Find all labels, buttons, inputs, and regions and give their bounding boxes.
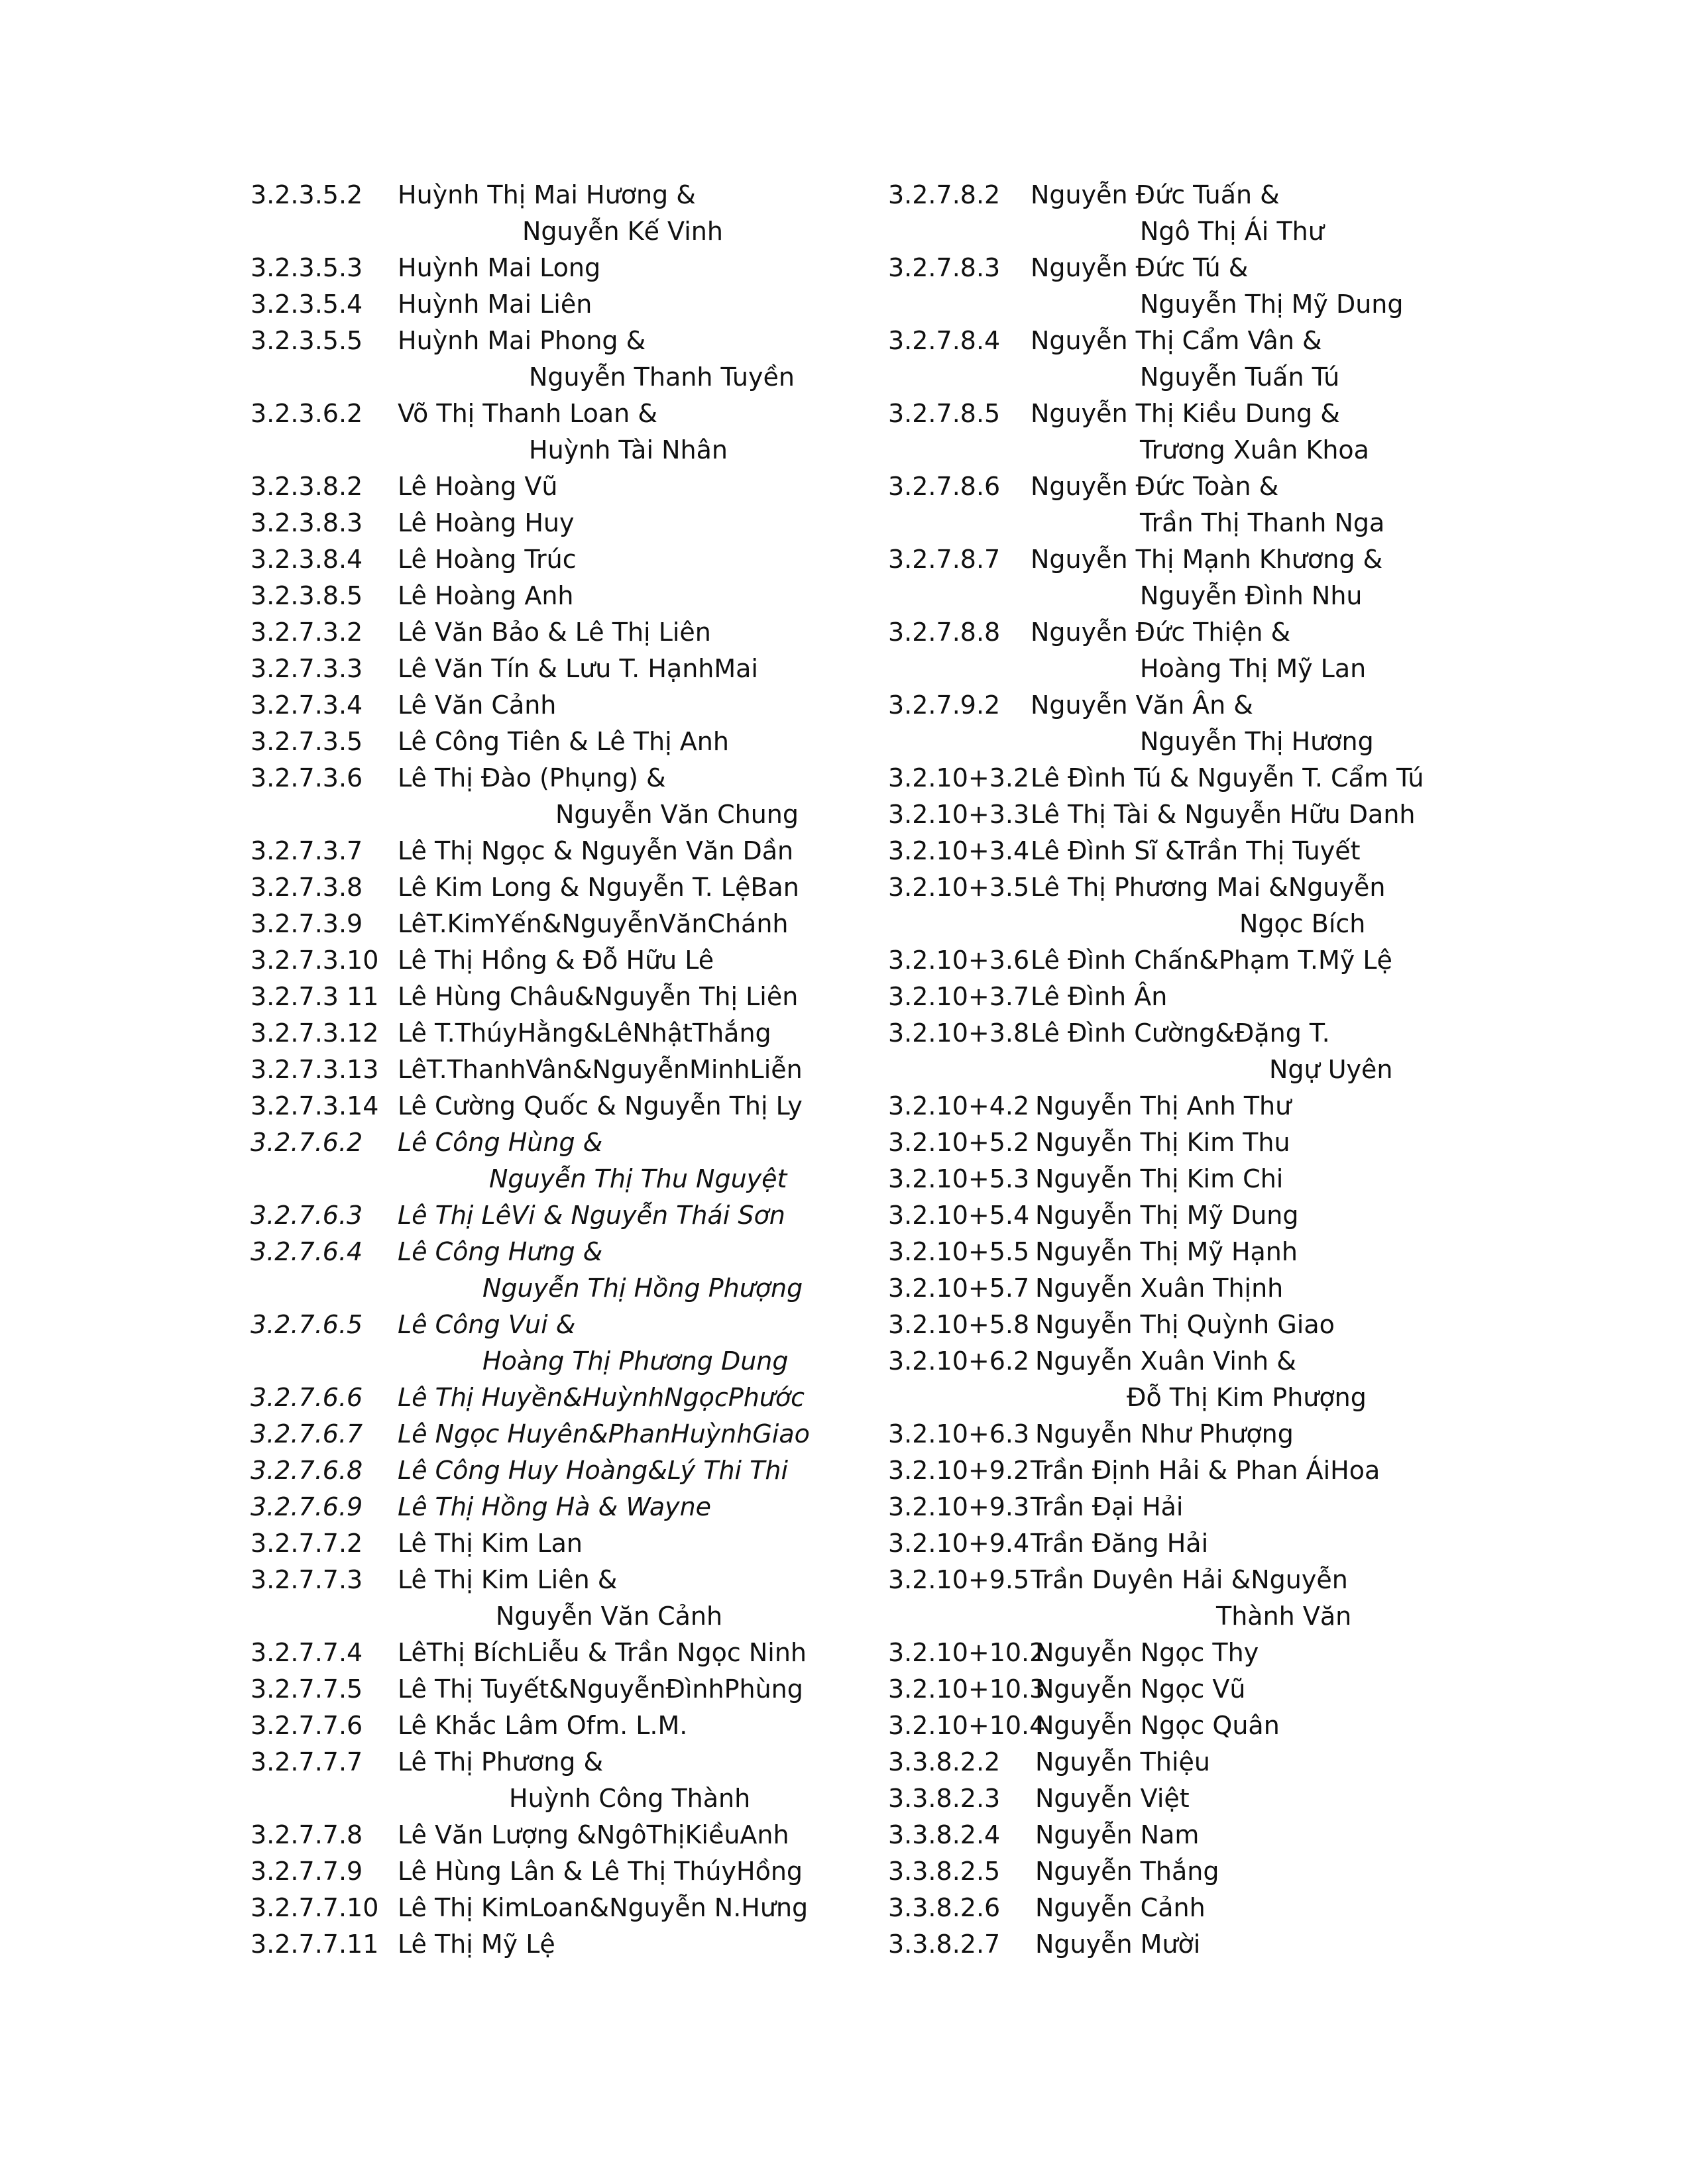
entry-number: 3.2.10+4.2: [888, 1091, 1030, 1120]
entry-number: 3.2.7.6.4: [251, 1237, 363, 1266]
entry-name: Huỳnh Mai Liên: [398, 290, 592, 319]
entry-name: Nguyễn Thị Mạnh Khương &: [1031, 545, 1383, 574]
entry-number: 3.2.10+10.4: [888, 1711, 1046, 1740]
entry-name: Lê Thị Mỹ Lệ: [398, 1930, 555, 1959]
list-item: [888, 1565, 1650, 1638]
list-item: [251, 1747, 847, 1820]
entry-number: 3.2.10+3.6: [888, 946, 1030, 975]
entry-number: 3.2.10+9.2: [888, 1456, 1030, 1485]
entry-spouse: Nguyễn Đình Nhu: [1140, 581, 1363, 610]
entry-name: Nguyễn Thị Cẩm Vân &: [1031, 326, 1322, 355]
entry-number: 3.2.10+5.3: [888, 1164, 1030, 1193]
entry-number: 3.2.10+10.2: [888, 1638, 1046, 1667]
list-item: [251, 618, 847, 654]
list-item: [251, 545, 847, 581]
entry-number: 3.2.7.7.2: [251, 1529, 363, 1558]
entry-name: Lê Thị Hồng Hà & Wayne: [398, 1492, 712, 1521]
entry-number: 3.2.7.3.2: [251, 618, 363, 647]
list-item: [888, 1747, 1650, 1784]
entry-number: 3.2.7.6.9: [251, 1492, 363, 1521]
list-item: [888, 873, 1650, 946]
entry-number: 3.2.7.3.13: [251, 1055, 379, 1084]
list-item: [251, 1237, 847, 1310]
list-item: [888, 1893, 1650, 1930]
list-item: [251, 763, 847, 836]
entry-name: Nguyễn Đức Thiện &: [1031, 618, 1291, 647]
list-item: [251, 1857, 847, 1893]
entry-name: Nguyễn Đức Tú &: [1031, 253, 1249, 282]
list-item: [888, 1638, 1650, 1674]
entry-number: 3.3.8.2.7: [888, 1930, 1001, 1959]
entry-name: Lê Đình Chấn&Phạm T.Mỹ Lệ: [1031, 946, 1392, 975]
left-column: [251, 180, 847, 1966]
entry-number: 3.2.10+3.4: [888, 836, 1030, 865]
entry-name: Nguyễn Việt: [1035, 1784, 1190, 1813]
entry-number: 3.2.3.8.2: [251, 472, 363, 501]
entry-name: Lê Văn Tín & Lưu T. HạnhMai: [398, 654, 758, 683]
list-item: [251, 1419, 847, 1456]
entry-number: 3.2.7.3.14: [251, 1091, 379, 1120]
list-item: [888, 1091, 1650, 1128]
entry-number: 3.2.7.8.5: [888, 399, 1001, 428]
entry-name: Nguyễn Thị Mỹ Dung: [1035, 1201, 1299, 1230]
entry-spouse: Nguyễn Văn Chung: [555, 800, 799, 829]
entry-number: 3.2.7.7.5: [251, 1674, 363, 1704]
list-item: [888, 1930, 1650, 1966]
entry-number: 3.2.10+3.5: [888, 873, 1030, 902]
entry-spouse: Nguyễn Kế Vinh: [522, 217, 723, 246]
list-item: [888, 800, 1650, 836]
list-item: [251, 1128, 847, 1201]
entry-name: Lê Cường Quốc & Nguyễn Thị Ly: [398, 1091, 803, 1120]
entry-spouse: Nguyễn Văn Cảnh: [496, 1602, 723, 1631]
entry-name: Lê Thị LêVi & Nguyễn Thái Sơn: [398, 1201, 785, 1230]
entry-number: 3.2.10+10.3: [888, 1674, 1046, 1704]
list-item: [251, 1529, 847, 1565]
list-item: [888, 1274, 1650, 1310]
entry-spouse: Nguyễn Thanh Tuyền: [529, 362, 795, 392]
list-item: [251, 1565, 847, 1638]
entry-number: 3.2.7.3.9: [251, 909, 363, 938]
entry-name: Nguyễn Như Phượng: [1035, 1419, 1294, 1448]
entry-number: 3.2.10+3.3: [888, 800, 1030, 829]
entry-number: 3.2.10+5.5: [888, 1237, 1030, 1266]
entry-spouse: Ngô Thị Ái Thư: [1140, 217, 1324, 246]
entry-number: 3.2.7.7.7: [251, 1747, 363, 1776]
entry-name: Lê Đình Ân: [1031, 982, 1168, 1011]
entry-number: 3.2.10+9.4: [888, 1529, 1030, 1558]
list-item: [888, 690, 1650, 763]
list-item: [888, 836, 1650, 873]
entry-spouse: Huỳnh Công Thành: [509, 1784, 751, 1813]
entry-spouse: Huỳnh Tài Nhân: [529, 435, 728, 464]
entry-name: Lê Công Hưng &: [398, 1237, 603, 1266]
entry-name: Lê Văn Bảo & Lê Thị Liên: [398, 618, 711, 647]
entry-spouse: Nguyễn Thị Hương: [1140, 727, 1374, 756]
list-item: [888, 1128, 1650, 1164]
entry-number: 3.2.7.6.5: [251, 1310, 363, 1339]
list-item: [888, 1419, 1650, 1456]
list-item: [251, 909, 847, 946]
list-item: [251, 1310, 847, 1383]
entry-spouse: Nguyễn Thị Thu Nguyệt: [489, 1164, 787, 1193]
entry-number: 3.2.10+3.8: [888, 1018, 1030, 1048]
entry-number: 3.2.7.7.11: [251, 1930, 379, 1959]
entry-number: 3.2.7.3.8: [251, 873, 363, 902]
list-item: [888, 1529, 1650, 1565]
entry-name: Lê Thị Hồng & Đỗ Hữu Lê: [398, 946, 714, 975]
list-item: [888, 946, 1650, 982]
entry-name: Lê Đình Tú & Nguyễn T. Cẩm Tú: [1031, 763, 1424, 792]
list-item: [251, 399, 847, 472]
list-item: [251, 982, 847, 1018]
list-item: [888, 982, 1650, 1018]
entry-name: Nguyễn Xuân Vinh &: [1035, 1346, 1296, 1376]
list-item: [251, 1820, 847, 1857]
entry-number: 3.2.7.3.12: [251, 1018, 379, 1048]
entry-number: 3.2.7.8.2: [888, 180, 1001, 209]
list-item: [888, 618, 1650, 690]
entry-number: 3.2.7.7.9: [251, 1857, 363, 1886]
entry-number: 3.2.7.3.6: [251, 763, 363, 792]
list-item: [251, 690, 847, 727]
entry-name: Lê Thị Tài & Nguyễn Hữu Danh: [1031, 800, 1416, 829]
entry-number: 3.2.7.7.4: [251, 1638, 363, 1667]
entry-number: 3.2.3.5.4: [251, 290, 363, 319]
entry-name: Nguyễn Thiệu: [1035, 1747, 1210, 1776]
list-item: [888, 326, 1650, 399]
list-item: [251, 1055, 847, 1091]
entry-number: 3.2.7.8.4: [888, 326, 1001, 355]
entry-name: Lê T.ThúyHằng&LêNhậtThắng: [398, 1018, 771, 1048]
list-item: [251, 1711, 847, 1747]
entry-name: Lê Thị Huyền&HuỳnhNgọcPhước: [398, 1383, 805, 1412]
entry-name: Nguyễn Ngọc Thy: [1035, 1638, 1259, 1667]
list-item: [251, 946, 847, 982]
entry-spouse: Trương Xuân Khoa: [1140, 435, 1369, 464]
entry-number: 3.2.7.7.3: [251, 1565, 363, 1594]
list-item: [251, 1638, 847, 1674]
entry-spouse: Thành Văn: [1216, 1602, 1352, 1631]
list-item: [888, 1456, 1650, 1492]
entry-name: Lê Công Tiên & Lê Thị Anh: [398, 727, 729, 756]
entry-number: 3.2.10+5.4: [888, 1201, 1030, 1230]
list-item: [251, 727, 847, 763]
entry-spouse: Nguyễn Thị Mỹ Dung: [1140, 290, 1404, 319]
entry-number: 3.2.7.7.6: [251, 1711, 363, 1740]
entry-name: Nguyễn Thị Kim Chi: [1035, 1164, 1284, 1193]
entry-number: 3.2.7.3.10: [251, 946, 379, 975]
list-item: [888, 1674, 1650, 1711]
entry-name: Nguyễn Thị Quỳnh Giao: [1035, 1310, 1335, 1339]
entry-name: Nguyễn Ngọc Quân: [1035, 1711, 1280, 1740]
entry-name: Lê Thị Phương Mai &Nguyễn: [1031, 873, 1386, 902]
list-item: [251, 654, 847, 690]
list-item: [888, 1346, 1650, 1419]
entry-name: Lê Thị KimLoan&Nguyễn N.Hưng: [398, 1893, 809, 1922]
entry-spouse: Đỗ Thị Kim Phượng: [1127, 1383, 1367, 1412]
list-item: [251, 581, 847, 618]
entry-spouse: Ngự Uyên: [1269, 1055, 1393, 1084]
list-item: [251, 253, 847, 290]
entry-name: Nguyễn Đức Toàn &: [1031, 472, 1279, 501]
entry-spouse: Ngọc Bích: [1239, 909, 1366, 938]
entry-spouse: Hoàng Thị Mỹ Lan: [1140, 654, 1367, 683]
entry-name: Lê Hoàng Huy: [398, 508, 575, 537]
entry-number: 3.2.7.3.4: [251, 690, 363, 720]
entry-name: Huỳnh Thị Mai Hương &: [398, 180, 696, 209]
entry-name: Lê Văn Lượng &NgôThịKiềuAnh: [398, 1820, 789, 1849]
entry-number: 3.2.10+3.7: [888, 982, 1030, 1011]
list-item: [888, 253, 1650, 326]
list-item: [888, 1310, 1650, 1346]
entry-name: Nguyễn Thắng: [1035, 1857, 1219, 1886]
entry-number: 3.2.3.5.2: [251, 180, 363, 209]
entry-name: Lê Văn Cảnh: [398, 690, 557, 720]
entry-spouse: Hoàng Thị Phương Dung: [482, 1346, 789, 1376]
list-item: [251, 1091, 847, 1128]
entry-name: Nguyễn Nam: [1035, 1820, 1200, 1849]
entry-name: Lê Thị Kim Lan: [398, 1529, 583, 1558]
entry-name: Lê Thị Tuyết&NguyễnĐìnhPhùng: [398, 1674, 803, 1704]
entry-name: Huỳnh Mai Phong &: [398, 326, 646, 355]
entry-name: Nguyễn Mười: [1035, 1930, 1201, 1959]
entry-number: 3.2.10+5.8: [888, 1310, 1030, 1339]
entry-name: Lê Hoàng Vũ: [398, 472, 558, 501]
entry-number: 3.3.8.2.3: [888, 1784, 1001, 1813]
entry-name: Lê Hùng Châu&Nguyễn Thị Liên: [398, 982, 799, 1011]
list-item: [251, 290, 847, 326]
entry-name: Trần Đăng Hải: [1031, 1529, 1209, 1558]
entry-name: Nguyễn Cảnh: [1035, 1893, 1206, 1922]
entry-number: 3.2.7.7.8: [251, 1820, 363, 1849]
entry-number: 3.2.7.8.6: [888, 472, 1001, 501]
entry-number: 3.3.8.2.4: [888, 1820, 1001, 1849]
entry-name: Lê Kim Long & Nguyễn T. LệBan: [398, 873, 799, 902]
entry-number: 3.3.8.2.5: [888, 1857, 1001, 1886]
entry-name: Nguyễn Xuân Thịnh: [1035, 1274, 1284, 1303]
entry-name: Lê Khắc Lâm Ofm. L.M.: [398, 1711, 688, 1740]
list-item: [888, 1237, 1650, 1274]
list-item: [888, 1201, 1650, 1237]
entry-name: Nguyễn Thị Anh Thư: [1035, 1091, 1292, 1120]
list-item: [251, 836, 847, 873]
entry-number: 3.2.3.5.5: [251, 326, 363, 355]
entry-name: Lê Hoàng Trúc: [398, 545, 577, 574]
entry-number: 3.2.10+9.3: [888, 1492, 1030, 1521]
list-item: [888, 763, 1650, 800]
entry-number: 3.2.10+5.2: [888, 1128, 1030, 1157]
entry-number: 3.2.7.8.8: [888, 618, 1001, 647]
list-item: [888, 1711, 1650, 1747]
list-item: [251, 1201, 847, 1237]
entry-name: Huỳnh Mai Long: [398, 253, 601, 282]
list-item: [888, 180, 1650, 253]
entry-name: Lê Thị Kim Liên &: [398, 1565, 618, 1594]
entry-number: 3.3.8.2.6: [888, 1893, 1001, 1922]
entry-number: 3.2.7.3.3: [251, 654, 363, 683]
entry-name: Nguyễn Thị Mỹ Hạnh: [1035, 1237, 1298, 1266]
list-item: [251, 873, 847, 909]
list-item: [888, 399, 1650, 472]
entry-name: LêThị BíchLiễu & Trần Ngọc Ninh: [398, 1638, 807, 1667]
list-item: [251, 1383, 847, 1419]
entry-number: 3.2.7.6.8: [251, 1456, 363, 1485]
entry-name: LêT.ThanhVân&NguyễnMinhLiễn: [398, 1055, 803, 1084]
entry-name: Trần Định Hải & Phan ÁiHoa: [1031, 1456, 1380, 1485]
entry-number: 3.2.7.6.7: [251, 1419, 363, 1448]
entry-name: LêT.KimYến&NguyễnVănChánh: [398, 909, 789, 938]
list-item: [888, 472, 1650, 545]
entry-number: 3.2.7.9.2: [888, 690, 1001, 720]
list-item: [251, 1492, 847, 1529]
entry-name: Nguyễn Đức Tuấn &: [1031, 180, 1280, 209]
entry-number: 3.2.7.8.3: [888, 253, 1001, 282]
entry-spouse: Nguyễn Thị Hồng Phượng: [482, 1274, 803, 1303]
list-item: [251, 1018, 847, 1055]
entry-number: 3.2.7.7.10: [251, 1893, 379, 1922]
list-item: [888, 1164, 1650, 1201]
entry-number: 3.2.3.8.3: [251, 508, 363, 537]
entry-number: 3.2.3.8.5: [251, 581, 363, 610]
list-item: [888, 1018, 1650, 1091]
entry-name: Lê Công Huy Hoàng&Lý Thi Thi: [398, 1456, 789, 1485]
entry-number: 3.2.7.3.7: [251, 836, 363, 865]
entry-name: Lê Công Hùng &: [398, 1128, 603, 1157]
entry-number: 3.2.10+5.7: [888, 1274, 1030, 1303]
list-item: [888, 1857, 1650, 1893]
list-item: [251, 1930, 847, 1966]
entry-name: Lê Đình Cường&Đặng T.: [1031, 1018, 1330, 1048]
list-item: [251, 1456, 847, 1492]
entry-name: Lê Thị Phương &: [398, 1747, 604, 1776]
entry-number: 3.2.3.8.4: [251, 545, 363, 574]
list-item: [888, 1820, 1650, 1857]
list-item: [251, 1674, 847, 1711]
entry-number: 3.2.10+6.3: [888, 1419, 1030, 1448]
entry-spouse: Trần Thị Thanh Nga: [1140, 508, 1385, 537]
entry-name: Lê Công Vui &: [398, 1310, 576, 1339]
list-item: [888, 545, 1650, 618]
entry-name: Võ Thị Thanh Loan &: [398, 399, 657, 428]
entry-number: 3.2.10+6.2: [888, 1346, 1030, 1376]
entry-number: 3.2.7.6.3: [251, 1201, 363, 1230]
list-item: [251, 1893, 847, 1930]
entry-number: 3.2.10+3.2: [888, 763, 1030, 792]
list-item: [888, 1784, 1650, 1820]
entry-name: Lê Thị Ngọc & Nguyễn Văn Dần: [398, 836, 794, 865]
entry-number: 3.3.8.2.2: [888, 1747, 1001, 1776]
entry-number: 3.2.10+9.5: [888, 1565, 1030, 1594]
list-item: [251, 508, 847, 545]
entry-number: 3.2.7.6.6: [251, 1383, 363, 1412]
entry-name: Nguyễn Ngọc Vũ: [1035, 1674, 1246, 1704]
right-column: [888, 180, 1650, 1966]
entry-name: Trần Đại Hải: [1031, 1492, 1184, 1521]
entry-name: Lê Hùng Lân & Lê Thị ThúyHồng: [398, 1857, 803, 1886]
entry-name: Lê Hoàng Anh: [398, 581, 574, 610]
entry-spouse: Nguyễn Tuấn Tú: [1140, 362, 1340, 392]
entry-name: Lê Thị Đào (Phụng) &: [398, 763, 666, 792]
list-item: [251, 180, 847, 253]
entry-number: 3.2.7.6.2: [251, 1128, 363, 1157]
entry-number: 3.2.3.5.3: [251, 253, 363, 282]
list-item: [888, 1492, 1650, 1529]
entry-name: Trần Duyên Hải &Nguyễn: [1031, 1565, 1348, 1594]
list-item: [251, 326, 847, 399]
entry-number: 3.2.7.3 11: [251, 982, 379, 1011]
entry-number: 3.2.7.3.5: [251, 727, 363, 756]
entry-number: 3.2.3.6.2: [251, 399, 363, 428]
entry-name: Lê Đình Sĩ &Trần Thị Tuyết: [1031, 836, 1361, 865]
entry-name: Nguyễn Văn Ân &: [1031, 690, 1253, 720]
entry-number: 3.2.7.8.7: [888, 545, 1001, 574]
entry-name: Lê Ngọc Huyên&PhanHuỳnhGiao: [398, 1419, 810, 1448]
entry-name: Nguyễn Thị Kiều Dung &: [1031, 399, 1340, 428]
entry-name: Nguyễn Thị Kim Thu: [1035, 1128, 1290, 1157]
list-item: [251, 472, 847, 508]
